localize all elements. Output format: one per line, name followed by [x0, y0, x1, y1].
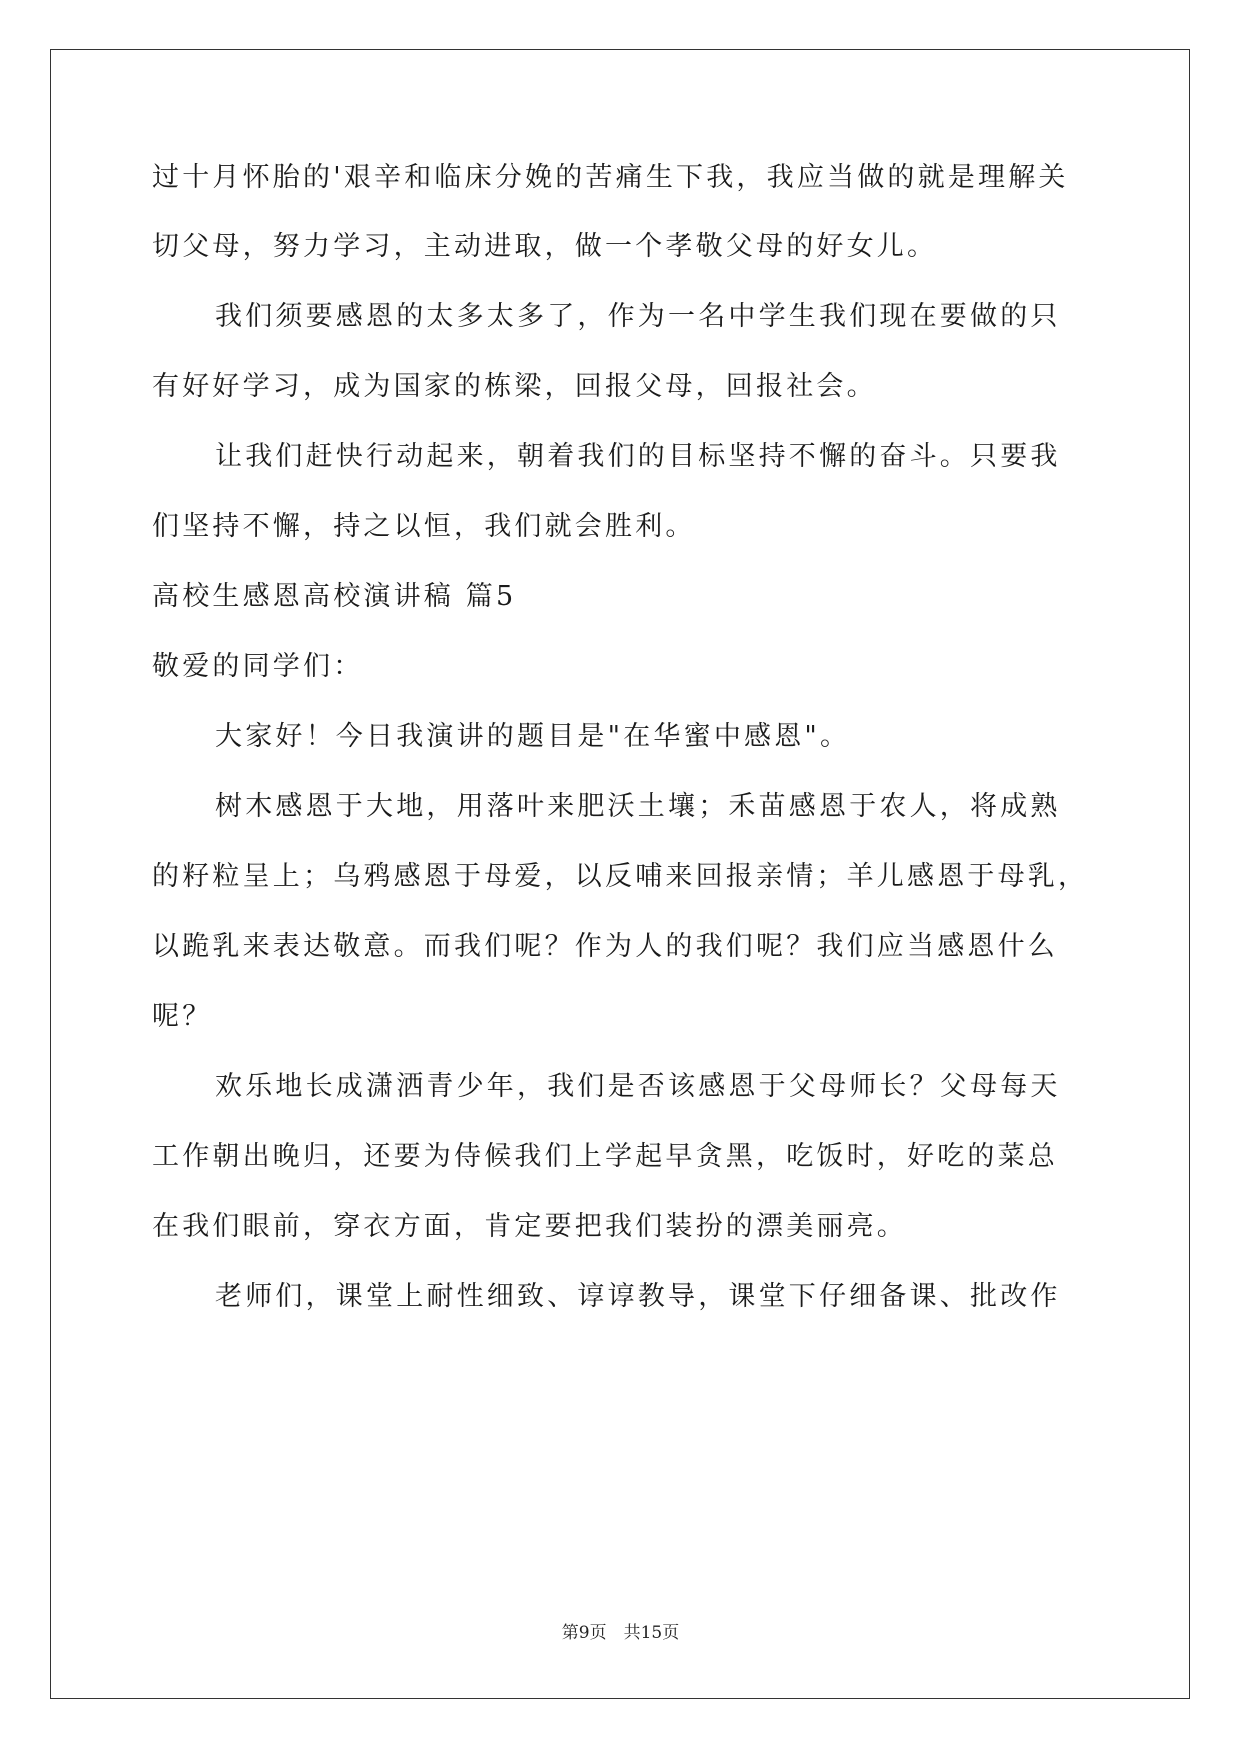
paragraph-start: 让我们赶快行动起来，朝着我们的目标坚持不懈的奋斗。只要我: [215, 441, 1061, 472]
text-line: 有好好学习，成为国家的栋梁，回报父母，回报社会。: [152, 371, 877, 402]
paragraph-start: 老师们，课堂上耐性细致、谆谆教导，课堂下仔细备课、批改作: [215, 1281, 1061, 1312]
paragraph-start: 欢乐地长成潇洒青少年，我们是否该感恩于父母师长？父母每天: [215, 1071, 1061, 1102]
text-line: 的籽粒呈上；乌鸦感恩于母爱，以反哺来回报亲情；羊儿感恩于母乳，: [152, 861, 1089, 892]
text-line: 们坚持不懈，持之以恒，我们就会胜利。: [152, 511, 696, 542]
text-line: 在我们眼前，穿衣方面，肯定要把我们装扮的漂美丽亮。: [152, 1211, 907, 1242]
section-heading: 高校生感恩高校演讲稿 篇5: [152, 581, 517, 612]
paragraph-start: 我们须要感恩的太多太多了，作为一名中学生我们现在要做的只: [215, 301, 1061, 332]
text-line: 过十月怀胎的'艰辛和临床分娩的苦痛生下我，我应当做的就是理解关: [152, 162, 1069, 193]
text-line: 切父母，努力学习，主动进取，做一个孝敬父母的好女儿。: [152, 231, 938, 262]
page-number: 第9页 共15页: [561, 1623, 680, 1643]
text-line: 工作朝出晚归，还要为侍候我们上学起早贪黑，吃饭时，好吃的菜总: [152, 1141, 1058, 1172]
text-line: 以跪乳来表达敬意。而我们呢？作为人的我们呢？我们应当感恩什么: [152, 931, 1058, 962]
paragraph-start: 树木感恩于大地，用落叶来肥沃土壤；禾苗感恩于农人，将成熟: [215, 791, 1061, 822]
paragraph-start: 大家好！今日我演讲的题目是"在华蜜中感恩"。: [215, 721, 851, 752]
salutation: 敬爱的同学们：: [152, 651, 364, 682]
text-line: 呢？: [152, 1001, 213, 1032]
